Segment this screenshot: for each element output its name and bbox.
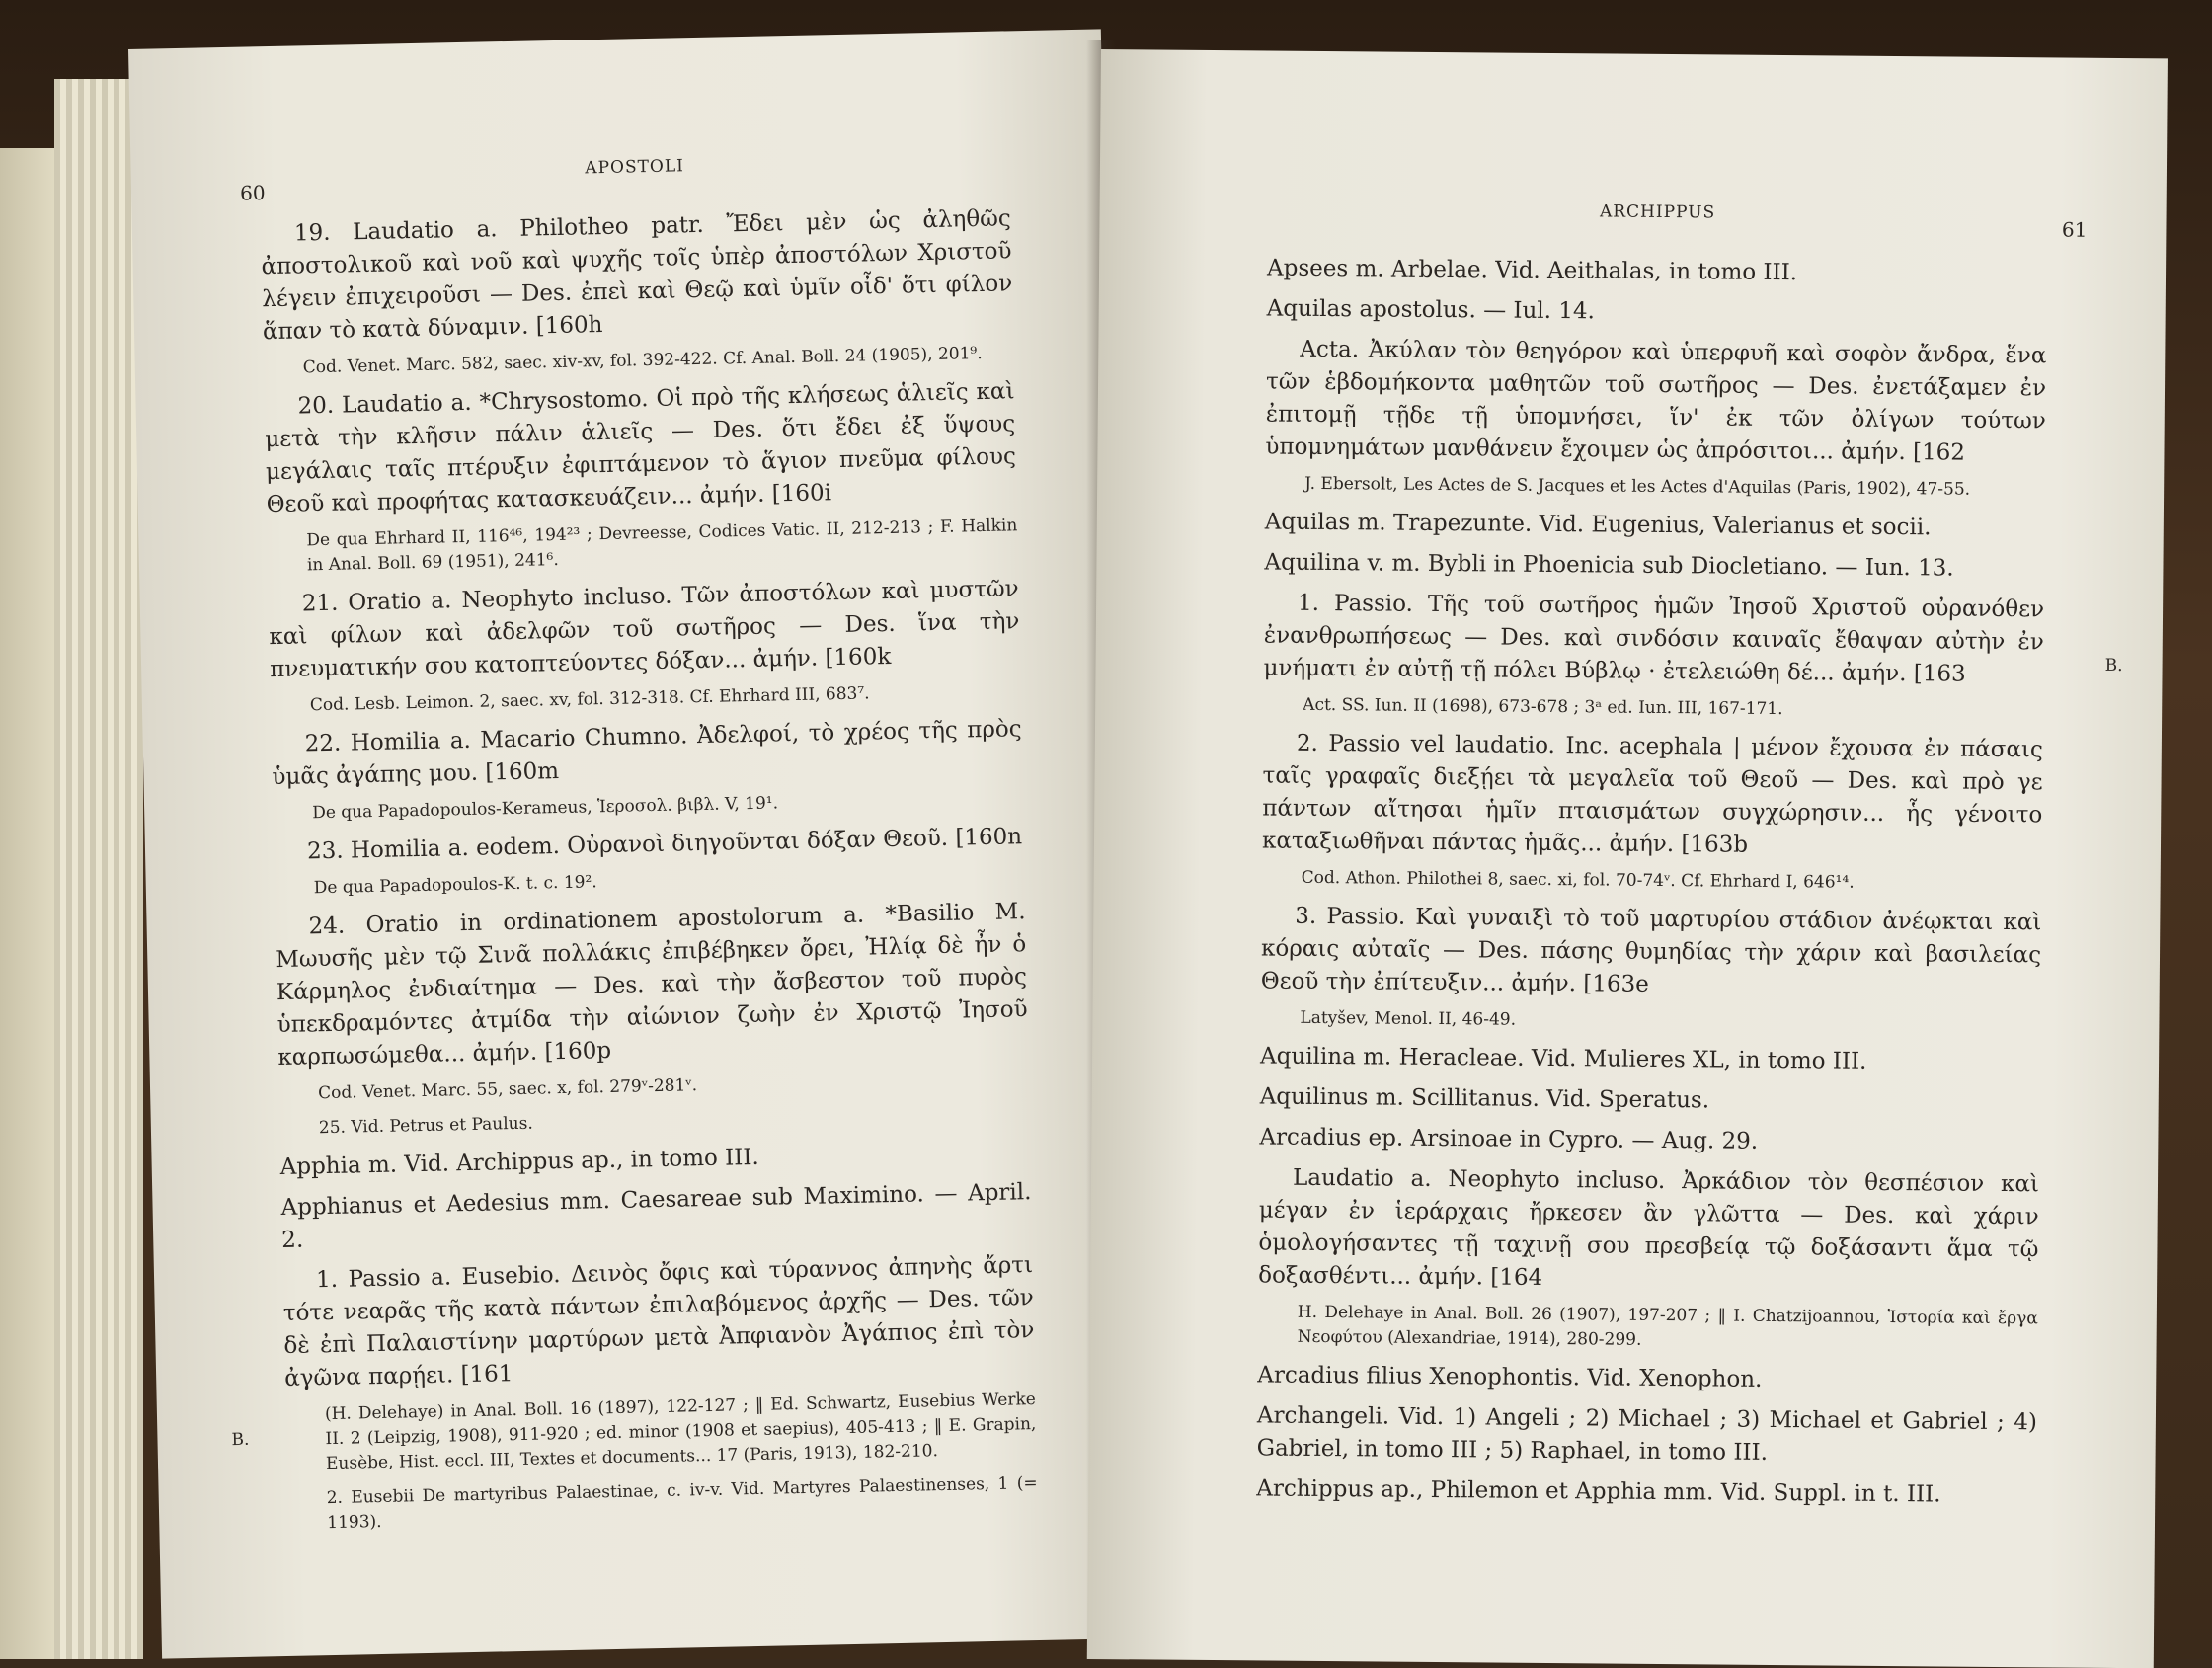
ref-aquilina-1: Act. SS. Iun. II (1698), 673-678 ; 3ᵃ ed. Iun. III, 167-171. — [1303, 694, 1783, 720]
ref-aquilas: J. Ebersolt, Les Actes de S. Jacques et les Actes d'Aquilas (Paris, 1902), 47-55. — [1304, 473, 1971, 500]
entry-archippus: Archippus ap., Philemon et Apphia mm. Vid. Suppl. in t. III. — [1256, 1475, 1941, 1508]
entry-20: 20. Laudatio a. *Chrysostomo. Οἱ πρὸ τῆς κλήσεως ἁλιεῖς καὶ μετὰ τὴν κλῆσιν πάλιν ἁλιεῖς — Des. ὅτι ἔδει ἐξ ὕψους μεγάλαις ταῖς πτέρυξιν ἐφιπτάμενον τὸ ἅγιον πνεῦμα φίλους Θεοῦ καὶ προφήτας κατασκευάζειν... ἀμήν. [160i — [265, 378, 1017, 518]
page-number-left: 60 — [239, 181, 266, 205]
entry-19: 19. Laudatio a. Philotheo patr. Ἔδει μὲν ὡς ἀληθῶς ἀποστολικοῦ καὶ νοῦ καὶ ψυχῆς τοῖς ὑπὲρ ἀποστόλων Χριστοῦ λέγειν ἐπιχειροῦσι — Des. ἐπεὶ καὶ Θεῷ καὶ ὑμῖν οἶδ' ὅτι φίλον ἅπαν τὸ κατὰ δύναμιν. [160h — [261, 205, 1013, 346]
entry-apphianus-2: 2. Eusebii De martyribus Palaestinae, c. iv-v. Vid. Martyres Palaestinenses, 1 (= 1193). — [326, 1473, 1038, 1534]
margin-mark-left: B. — [231, 1429, 250, 1451]
ref-arcadius: H. Delehaye in Anal. Boll. 26 (1907), 197-207 ; ‖ I. Chatzijoannou, Ἱστορία καὶ ἔργα Νεοφύτου (Alexandriae, 1914), 280-299. — [1297, 1302, 2038, 1350]
entry-aquilina-1: 1. Passio. Τῆς τοῦ σωτῆρος ἡμῶν Ἰησοῦ Χριστοῦ οὐρανόθεν ἐνανθρωπήσεως — Des. καὶ σινδόσιν καιναῖς ἔθαψαν αὐτὴν ἐν μνήματι ἐν αὐτῇ τῇ πόλει Βύβλῳ · ἐτελειώθη δέ... ἀμήν. [163 — [1263, 590, 2045, 687]
running-header-left — [239, 149, 1010, 205]
ref-21: Cod. Lesb. Leimon. 2, saec. xv, fol. 312-318. Cf. Ehrhard III, 683⁷. — [309, 683, 870, 716]
entry-apsees: Apsees m. Arbelae. Vid. Aeithalas, in tomo III. — [1266, 255, 1798, 286]
entry-aquilas: Aquilas apostolus. — Iul. 14. — [1266, 295, 1596, 325]
entry-22: 22. Homilia a. Macario Chumno. Ἀδελφοί, τὸ χρέος τῆς πρὸς ὑμᾶς ἀγάπης μου. [160m — [272, 716, 1022, 791]
entry-aquilina-2: 2. Passio vel laudatio. Inc. acephala | μένον ἔχουσα ἐν πάσαις ταῖς γραφαῖς διεξῄει τὰ μεγαλεῖα τοῦ Θεοῦ — Des. καὶ πρὸ γε πάντων αἴτησαι ἡμῖν πταισμάτων συγχώρησιν... ἧς γένοιτο καταξιωθῆναι πάντας ἡμᾶς... ἀμήν. [163b — [1261, 730, 2043, 858]
ref-20: De qua Ehrhard II, 116⁴⁶, 194²³ ; Devreesse, Codices Vatic. II, 212-213 ; F. Halkin in Anal. Boll. 69 (1951), 241⁶. — [306, 516, 1018, 576]
running-title-right: ARCHIPPUS — [1599, 201, 1716, 223]
ref-22: De qua Papadopoulos-Kerameus, Ἱεροσολ. βιβλ. V, 19¹. — [312, 793, 779, 824]
entry-aquilas-trap: Aquilas m. Trapezunte. Vid. Eugenius, Valerianus et socii. — [1264, 509, 1932, 541]
entry-arcadius: Arcadius ep. Arsinoae in Cypro. — Aug. 29. — [1259, 1124, 1759, 1154]
running-title-left: APOSTOLI — [585, 156, 685, 179]
entry-apphia: Apphia m. Vid. Archippus ap., in tomo III. — [279, 1144, 760, 1181]
entry-21: 21. Oratio a. Neophyto incluso. Τῶν ἀποστόλων καὶ μυστῶν καὶ φίλων καὶ ἀδελφῶν τοῦ σωτῆρος — Des. ἵνα τὴν πνευματικήν σου κατοπτεύοντες δόξαν... ἀμήν. [160k — [269, 576, 1020, 683]
entry-23: 23. Homilia a. eodem. Οὐρανοὶ διηγοῦνται δόξαν Θεοῦ. [160n — [306, 824, 1023, 865]
entry-aquilina: Aquilina v. m. Bybli in Phoenicia sub Diocletiano. — Iun. 13. — [1264, 549, 1954, 582]
ref-aquilina-3: Latyšev, Menol. II, 46-49. — [1300, 1007, 1517, 1030]
entry-aquilina-3: 3. Passio. Καὶ γυναιξὶ τὸ τοῦ μαρτυρίου στάδιον ἀνέῳκται καὶ κόραις αὐταῖς — Des. πάσης θυμηδίας τὴν χάριν καὶ βασιλείας Θεοῦ τὴν ἐπίτευξιν... ἀμήν. [163e — [1260, 903, 2042, 997]
ref-23: De qua Papadopoulos-K. t. c. 19². — [313, 872, 597, 899]
ref-19: Cod. Venet. Marc. 582, saec. xiv-xv, fol. 392-422. Cf. Anal. Boll. 24 (1905), 201⁹. — [302, 343, 983, 378]
entry-apphianus: Apphianus et Aedesius mm. Caesareae sub Maximino. — April. 2. — [280, 1179, 1032, 1254]
left-page — [128, 29, 1135, 1658]
entry-arcadius-fil: Arcadius filius Xenophontis. Vid. Xenophon. — [1257, 1362, 1763, 1392]
page-stack — [54, 79, 143, 1659]
ref-aquilina-2: Cod. Athon. Philothei 8, saec. xi, fol. 70-74ᵛ. Cf. Ehrhard I, 646¹⁴. — [1301, 867, 1855, 893]
entry-aquilas-acta: Acta. Ἀκύλαν τὸν θεηγόρον καὶ ὑπερφυῆ καὶ σοφὸν ἄνδρα, ἕνα τῶν ἑβδομήκοντα μαθητῶν τοῦ σωτῆρος — Des. ἐνετάξαμεν ἐν ἐπιτομῇ τῇδε τῇ ὑπομνήσει, ἵν' ἐκ τῶν ὀλίγων τούτων ὑπομνημάτων μανθάνειν ἔχοιμεν ὡς ἀπρόσιτοι... ἀμήν. [162 — [1265, 336, 2047, 466]
ref-apphianus-1: (H. Delehaye) in Anal. Boll. 16 (1897), 122-127 ; ‖ Ed. Schwartz, Eusebius Werke II. 2 (Leipzig, 1908), 911-920 ; ed. minor (1908 et saepius), 405-413 ; ‖ E. Grapin, Eusèbe, Hist. eccl. III, Textes et documents... 17 (Paris, 1913), 182-210. — [324, 1390, 1037, 1474]
note-25: 25. Vid. Petrus et Paulus. — [318, 1113, 533, 1139]
ref-24: Cod. Venet. Marc. 55, saec. x, fol. 279ᵛ-281ᵛ. — [317, 1075, 698, 1104]
entry-aquilinus: Aquilinus m. Scillitanus. Vid. Speratus. — [1259, 1083, 1710, 1114]
entry-arcadius-laud: Laudatio a. Neophyto incluso. Ἀρκάδιον τὸν θεσπέσιον καὶ μέγαν ἐν ἱεράρχαις ἤρκεσεν ἂν γλῶττα — Des. καὶ χάριν ὁμολογήσαντες τῇ ταχινῇ σου πρεσβείᾳ τῷ δοξάσαντι ἅμα τῷ δοξασθέντι... ἀμήν. [164 — [1258, 1164, 2040, 1291]
entry-apphianus-1: 1. Passio a. Eusebio. Δεινὸς ὄφις καὶ τύραννος ἀπηνὴς ἄρτι τότε νεαρᾶς τῆς κατὰ πάντων ἐπιλαβόμενος ἀρχῆς — Des. τῶν δὲ ἐπὶ Παλαιστίνην μαρτύρων μετὰ Ἀπφιανὸν Ἀγάπιος ἐπὶ τὸν ἀγῶνα παρῄει. [161 — [282, 1252, 1035, 1391]
margin-mark-right: B. — [2104, 655, 2123, 676]
page-number-right: 61 — [2061, 217, 2088, 242]
entry-24: 24. Oratio in ordinationem apostolorum a. *Basilio M. Μωυσῆς μὲν τῷ Σινᾶ πολλάκις ἐπιβέβηκεν ὄρει, Ἠλίᾳ δὲ ἦν ὁ Κάρμηλος ἐνδιαίτημα — Des. καὶ τὴν ἄσβεστον τοῦ πυρὸς ὑπεκδραμόντες ἀτμίδα τὴν αἰώνιον ζωὴν ἐν Χριστῷ Ἰησοῦ καρπωσώμεθα... ἀμήν. [160p — [276, 899, 1028, 1072]
page-edge-left — [0, 148, 59, 1659]
entry-archangeli: Archangeli. Vid. 1) Angeli ; 2) Michael ; 3) Michael et Gabriel ; 4) Gabriel, in tomo III ; 5) Raphael, in tomo III. — [1256, 1402, 2038, 1466]
entry-aquilina-her: Aquilina m. Heracleae. Vid. Mulieres XL, in tomo III. — [1259, 1043, 1867, 1074]
right-page — [1087, 49, 2168, 1668]
running-header-right — [1267, 199, 2088, 245]
